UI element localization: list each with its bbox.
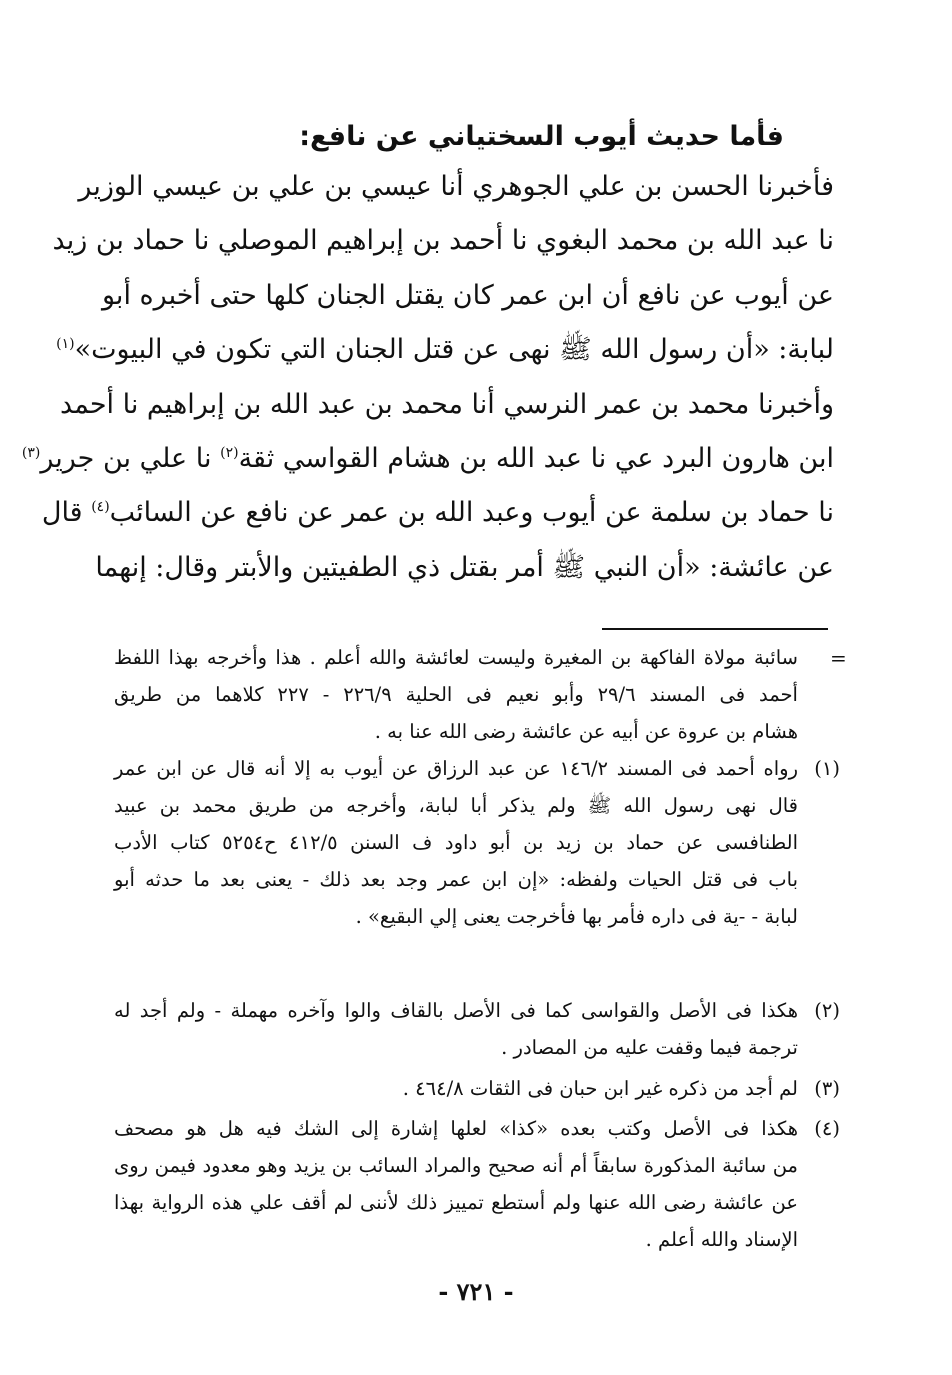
footnote-4-line-1: [114, 1110, 840, 1147]
footnote-3-line-1-text: لم أجد من ذكره غير ابن حبان فى الثقات ٤٦٤/٨ .: [402, 1077, 798, 1100]
footnote-1-line-2: قال نهى رسول الله ﷺ ولم يذكر أبا لبابة، وأخرجه من طريق محمد بن عبيد: [114, 794, 798, 817]
footnote-4-line-2: من سائبة المذكورة سابقاً أم أنه صحيح والمراد السائب بن يزيد وهو معدود فيمن روى: [114, 1154, 798, 1177]
body-line-5: وأخبرنا محمد بن عمر النرسي أنا محمد بن عبد الله بن إبراهيم نا أحمد: [60, 388, 834, 420]
footnote-4-line-1-text: هكذا فى الأصل وكتب بعده «كذا» لعلها إشارة إلى الشك فيه هل هو مصحف: [114, 1117, 798, 1140]
footnote-ref-2: (٢): [220, 444, 239, 461]
body-line-6-tail: نا علي بن جرير: [40, 442, 212, 474]
page-number: - ٧٢١ -: [438, 1277, 514, 1306]
footnote-separator: [602, 628, 828, 630]
continuation-mark: =: [830, 646, 847, 670]
section-heading: فأما حديث أيوب السختياني عن نافع:: [299, 121, 784, 152]
footnote-cont-line-1: سائبة مولاة الفاكهة بن المغيرة وليست لعائشة والله أعلم . هذا وأخرجه بهذا اللفظ: [114, 646, 798, 669]
footnote-1: [114, 750, 840, 935]
footnote-3-line-1: [114, 1070, 840, 1107]
footnote-ref-1: (١): [56, 336, 75, 353]
footnote-continuation: [114, 639, 840, 750]
footnote-3-number: (٣): [814, 1077, 840, 1100]
footnote-1-number: (١): [814, 757, 840, 780]
footnote-2-number: (٢): [814, 999, 840, 1022]
footnote-ref-3: (٣): [21, 444, 41, 461]
body-line-1: فأخبرنا الحسن بن علي الجوهري أنا عيسي بن علي بن عيسي الوزير: [78, 171, 834, 202]
footnote-2: [114, 992, 840, 1066]
body-line-3: عن أيوب عن نافع أن ابن عمر كان يقتل الجنان كلها حتى أخبره أبو: [101, 279, 834, 311]
footnote-4: [114, 1110, 840, 1258]
body-line-7-text: نا حماد بن سلمة عن أيوب وعبد الله بن عمر عن نافع عن السائب: [109, 497, 834, 529]
footnote-4-number: (٤): [814, 1117, 840, 1140]
footnote-2-line-1-text: هكذا فى الأصل والقواسى كما فى الأصل بالقاف والوا وآخره مهملة - ولم أجد له: [114, 999, 798, 1022]
footnote-ref-4: (٤): [91, 499, 110, 516]
footnote-2-line-1: [114, 992, 840, 1029]
footnote-1-line-5: لبابة - -ية فى داره فأمر بها فأخرجت يعنى إلي البقيع» .: [355, 905, 798, 928]
body-line-7: [41, 486, 834, 540]
body-line-8: عن عائشة: «أن النبي ﷺ أمر بقتل ذي الطفيتين والأبتر وقال: إنهما: [95, 551, 834, 583]
body-line-4-text: لبابة: «أن رسول الله ﷺ نهى عن قتل الجنان التي تكون في البيوت»: [74, 334, 834, 366]
footnote-1-line-1: [114, 750, 840, 787]
body-line-2: نا عبد الله بن محمد البغوي نا أحمد بن إبراهيم الموصلي نا حماد بن زيد: [52, 225, 834, 257]
footnote-1-line-4: باب فى قتل الحيات ولفظه: «إن ابن عمر وجد بعد ذلك - يعنى بعد ما حدثه أبو: [114, 868, 798, 891]
body-line-7-tail: قال: [41, 497, 83, 529]
footnote-2-line-2: ترجمة فيما وقفت عليه من المصادر .: [501, 1036, 798, 1059]
footnote-3: [114, 1070, 840, 1107]
footnote-cont-line-3: هشام بن عروة عن أبيه عن عائشة رضى الله عنا به .: [374, 720, 798, 743]
body-line-4: [56, 323, 834, 377]
footnote-4-line-3: عن عائشة رضى الله عنها ولم أستطع تمييز ذلك لأننى لم أقف علي هذه الرواية بهذا: [114, 1191, 798, 1214]
footnote-4-line-4: الإسناد والله أعلم .: [645, 1228, 798, 1251]
footnote-1-line-1-text: رواه أحمد فى المسند ١٤٦/٢ عن عبد الرزاق عن أيوب به إلا أنه قال عن ابن عمر: [114, 757, 798, 780]
main-text: [21, 160, 834, 595]
footnote-1-line-3: الطنافسى عن حماد بن زيد بن أبو داود ف السنن ٤١٢/٥ ح٥٢٥٤ كتاب الأدب: [114, 831, 798, 854]
body-line-6: [21, 432, 834, 486]
footnote-cont-line-2: أحمد فى المسند ٢٩/٦ وأبو نعيم فى الحلية ٢٢٦/٩ - ٢٢٧ كلاهما من طريق: [114, 683, 798, 706]
body-line-6-text: ابن هارون البرد عي نا عبد الله بن هشام القواسي ثقة: [238, 442, 834, 474]
